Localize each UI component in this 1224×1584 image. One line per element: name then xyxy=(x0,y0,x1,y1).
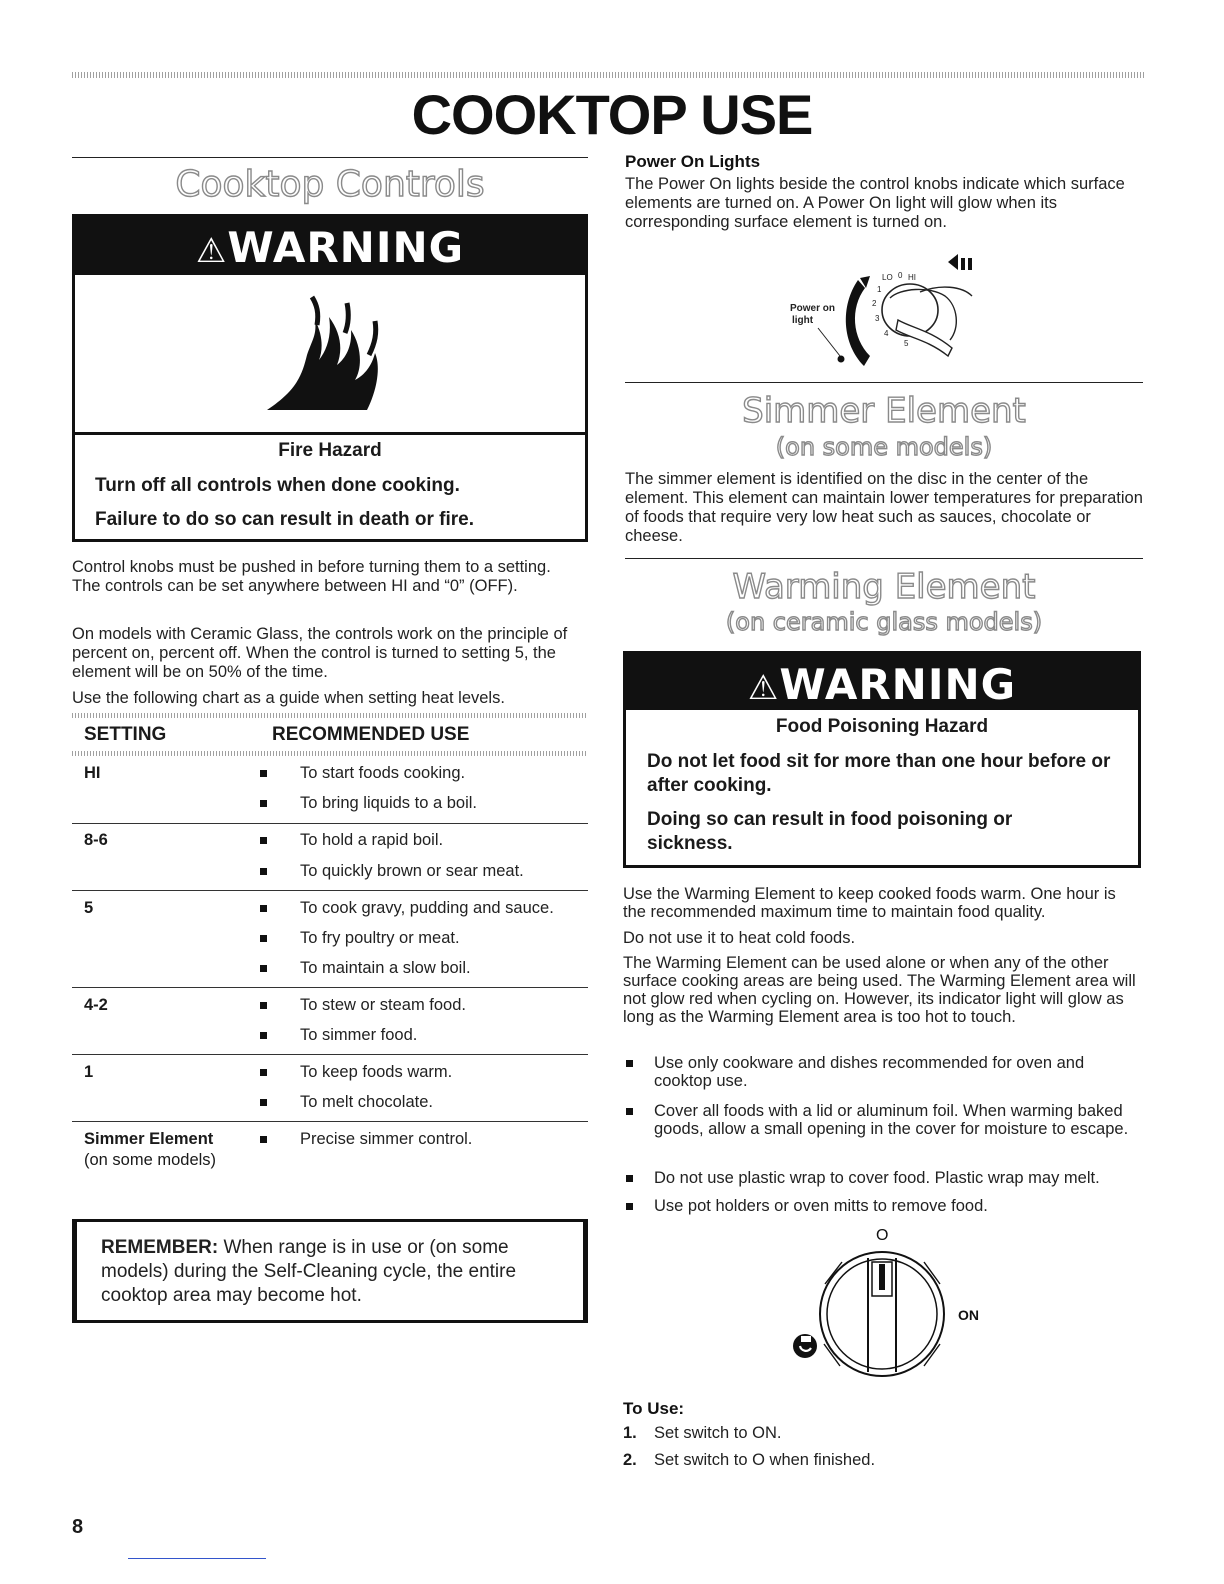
food-hazard-title: Food Poisoning Hazard xyxy=(775,716,989,737)
list-item: Cover all foods with a lid or aluminum foil. When warming baked goods, allow a small opening in the cover for moisture to escape. xyxy=(623,1102,1143,1138)
warming-paragraph-2: Do not use it to heat cold foods. xyxy=(623,929,856,947)
warming-element-subheading: (on ceramic glass models) xyxy=(725,608,1043,636)
fire-warning-box xyxy=(72,214,588,542)
list-item: Do not use plastic wrap to cover food. Plastic wrap may melt. xyxy=(623,1169,1143,1187)
setting-hi: HI xyxy=(84,764,101,782)
table-row-rule xyxy=(72,987,588,988)
simmer-element-text: The simmer element is identified on the disc in the center of the element. This element can maintain lower temperatures for preparation of foods that require very low heat such as sauces, chocolate or cheese. xyxy=(625,470,1143,545)
warning-banner: ⚠WARNING xyxy=(626,654,1138,710)
fire-icon xyxy=(257,295,407,415)
fire-hazard-title: Fire Hazard xyxy=(278,440,382,461)
simmer-element-subheading: (on some models) xyxy=(775,433,993,461)
dial-mark: 0 xyxy=(898,271,903,280)
indicator-light-icon xyxy=(793,1334,817,1358)
top-dotted-rule xyxy=(72,72,1144,78)
step-text: Set switch to O when finished. xyxy=(654,1451,876,1469)
step-number: 1. xyxy=(623,1424,637,1442)
simmer-element-heading: Simmer Element xyxy=(742,391,1026,431)
knob-figure xyxy=(780,248,990,373)
remember-box xyxy=(72,1219,588,1323)
dial-mark: 4 xyxy=(884,329,889,338)
cooktop-controls-heading: Cooktop Controls xyxy=(175,164,485,205)
setting-simmer: Simmer Element xyxy=(84,1130,214,1148)
warning-banner: ⚠WARNING xyxy=(75,217,585,275)
left-section-rule xyxy=(72,157,588,158)
setting-1: 1 xyxy=(84,1063,94,1081)
page-title: COOKTOP USE xyxy=(411,83,813,146)
footer-link-rule xyxy=(128,1558,266,1559)
setting-5: 5 xyxy=(84,899,94,917)
table-header-rule xyxy=(72,751,588,756)
table-header-setting: SETTING xyxy=(84,724,167,745)
page-number: 8 xyxy=(72,1516,84,1538)
setting-simmer-sub: (on some models) xyxy=(84,1151,217,1169)
warming-element-heading: Warming Element xyxy=(732,567,1036,607)
food-poisoning-warning-box xyxy=(623,651,1141,868)
warning-triangle-icon: ⚠ xyxy=(195,231,228,271)
dial-mark: LO xyxy=(882,273,893,282)
step-number: 2. xyxy=(623,1451,637,1469)
food-warning-line1: Do not let food sit for more than one hour before or after cooking. xyxy=(647,751,1111,796)
setting-4-2: 4-2 xyxy=(84,996,108,1014)
remember-text: REMEMBER: When range is in use or (on some models) during the Self-Cleaning cycle, the entire cooktop area may become hot. xyxy=(101,1237,517,1306)
dial-mark: 1 xyxy=(877,285,882,294)
list-item: Use pot holders or oven mitts to remove food. xyxy=(623,1197,1143,1215)
simmer-section-rule xyxy=(625,382,1143,383)
power-on-lights-text: The Power On lights beside the control knobs indicate which surface elements are turned on. A Power On light will glow when its corresponding surface element is turned on. xyxy=(625,175,1125,231)
dial-mark: HI xyxy=(908,273,916,282)
table-row-rule xyxy=(72,823,588,824)
fire-warning-line1: Turn off all controls when done cooking. xyxy=(95,475,460,496)
fire-icon-panel xyxy=(75,275,585,435)
table-row-rule xyxy=(72,1054,588,1055)
warning-triangle-icon: ⚠ xyxy=(747,668,780,708)
controls-paragraph-1: Control knobs must be pushed in before turning them to a setting. The controls can be set anywhere between HI and “0” (OFF). xyxy=(72,558,551,595)
setting-8-6: 8-6 xyxy=(84,831,108,849)
food-warning-line2: Doing so can result in food poisoning or sickness. xyxy=(647,809,1013,854)
list-item: Use only cookware and dishes recommended for oven and cooktop use. xyxy=(623,1054,1143,1090)
table-top-rule xyxy=(72,713,588,718)
fire-warning-line2: Failure to do so can result in death or fire. xyxy=(95,509,475,530)
power-on-lights-heading: Power On Lights xyxy=(625,152,761,171)
step-text: Set switch to ON. xyxy=(654,1424,782,1442)
power-light-icon xyxy=(838,356,845,363)
switch-off-label: O xyxy=(876,1227,889,1244)
power-on-light-label: light xyxy=(792,315,814,326)
dial-mark: 5 xyxy=(904,339,909,348)
warming-section-rule xyxy=(625,558,1143,559)
table-row-rule xyxy=(72,1121,588,1122)
warming-paragraph-3: The Warming Element can be used alone or when any of the other surface cooking areas are being used. The Warming Element area will not glow red when cycling on. However, its indicator light will glow as long as the Warming Element area is too hot to touch. xyxy=(623,954,1136,1026)
dial-mark: 2 xyxy=(872,299,877,308)
switch-on-label: ON xyxy=(958,1307,979,1323)
warming-paragraph-1: Use the Warming Element to keep cooked foods warm. One hour is the recommended maximum time to maintain food quality. xyxy=(623,885,1116,921)
to-use-heading: To Use: xyxy=(623,1399,685,1418)
dial-mark: 3 xyxy=(875,314,880,323)
controls-paragraph-3: Use the following chart as a guide when setting heat levels. xyxy=(72,689,505,707)
table-header-use: RECOMMENDED USE xyxy=(272,724,470,745)
controls-paragraph-2: On models with Ceramic Glass, the controls work on the principle of percent on, percent off. When the control is turned to setting 5, the element will be on 50% of the time. xyxy=(72,625,568,681)
table-row-rule xyxy=(72,890,588,891)
power-on-light-label: Power on xyxy=(790,303,836,314)
warming-switch-figure xyxy=(780,1222,980,1392)
